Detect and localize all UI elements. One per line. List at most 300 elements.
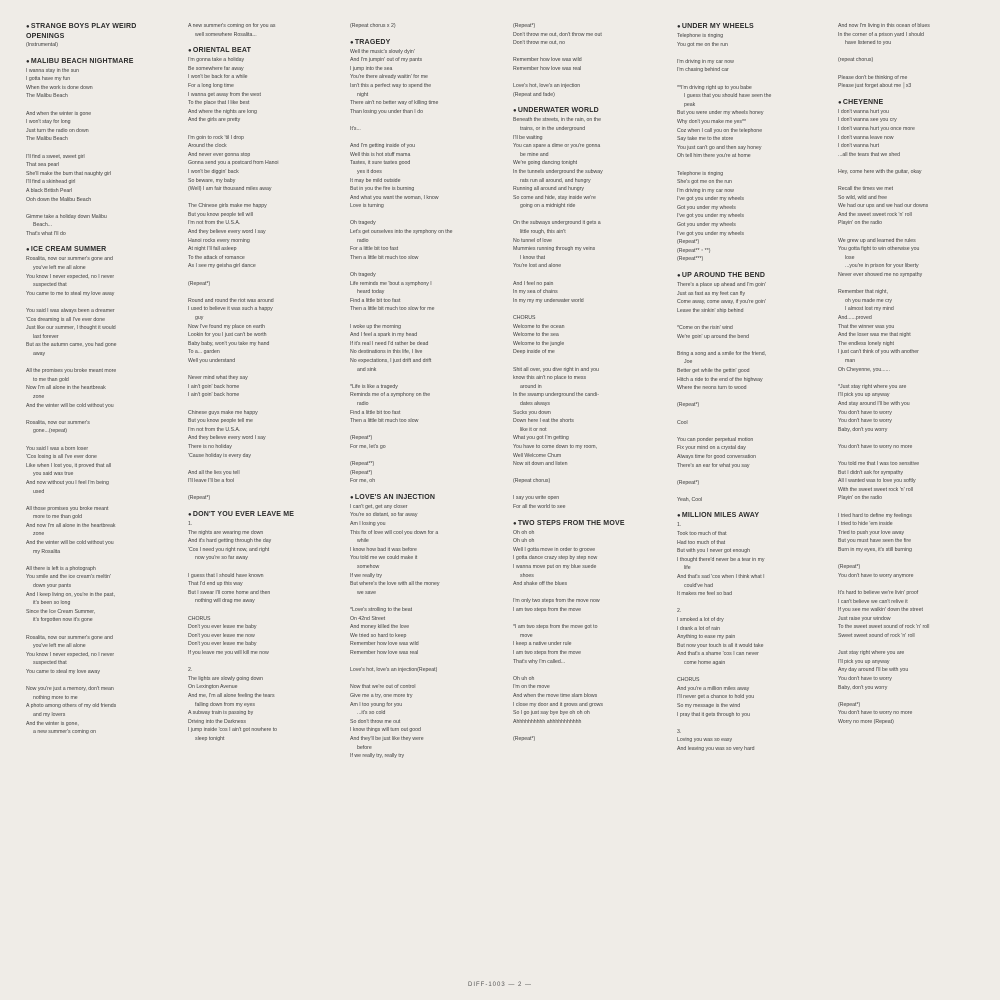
lyric-line: You came to steal my love away: [26, 668, 100, 675]
lyric-line: The lights are slowly going down: [188, 675, 263, 682]
lyric-line: And the girls are pretty: [188, 117, 241, 124]
lyric-line: 2.: [677, 608, 682, 615]
lyric-line: I don't wanna leave now: [838, 134, 894, 141]
lyric-line: I'll be waiting: [513, 134, 543, 141]
lyric-line: No destinations in this life, I live: [350, 349, 423, 356]
lyric-line: To the sweet sweet sound of rock 'n' roll: [838, 624, 930, 631]
lyric-line: Took too much of that: [677, 531, 727, 538]
lyric-line: You gotta fight to win otherwise you: [838, 246, 920, 253]
lyric-line: Now I've found my place on earth: [188, 323, 265, 330]
lyric-line: Oh Cheyenne, you......: [838, 366, 890, 373]
lyric-line: And they believe every word I say: [188, 435, 266, 442]
lyric-line: In the tunnels underground the subway: [513, 168, 603, 175]
lyric-line: Love is turning: [350, 203, 384, 210]
lyric-line: shoes: [520, 572, 534, 579]
lyric-line: [188, 366, 336, 375]
lyric-line: (Repeat*): [513, 23, 536, 29]
lyric-line: little rough, this ain't: [520, 229, 566, 236]
lyric-line: [513, 666, 663, 675]
lyric-line: 3.: [677, 728, 682, 735]
lyric-line: I'll find a skinhead girl: [26, 179, 76, 186]
lyric-line: Sweet sweet sound of rock 'n' roll: [838, 632, 915, 639]
lyric-line: When the work is done down: [26, 84, 93, 91]
lyric-line: and my lovers: [33, 711, 66, 718]
lyric-line: [350, 658, 500, 667]
lyric-line: *I am two steps from the move got to: [513, 624, 598, 631]
lyric-line: (Well) I am fair thousand miles away: [188, 186, 272, 193]
lyric-line: I can't get, get any closer: [350, 503, 408, 510]
lyric-line: [350, 597, 500, 606]
lyric-line: I used to believe it was such a happy: [188, 306, 273, 313]
lyric-line: But you must have seen the fire: [838, 538, 911, 545]
lyric-line: You know I never expected, no I never: [26, 651, 115, 658]
lyric-line: ...you're in prison for your liberty: [845, 263, 919, 270]
lyric-line: to me than gold: [33, 376, 69, 383]
lyric-line: I am two steps from the move: [513, 649, 582, 656]
lyric-line: Gimme take a holiday down Malibu: [26, 213, 107, 220]
lyric-line: You got me on the run: [677, 41, 728, 48]
lyric-line: more to me than gold: [33, 514, 83, 521]
lyric-line: [677, 161, 825, 170]
song-block: [513, 22, 663, 99]
lyric-line: it's been so long: [33, 600, 71, 607]
lyric-line: you've left me all alone: [33, 265, 86, 272]
lyric-line: Anything to ease my pain: [677, 634, 736, 641]
lyric-line: I keep a native under rule: [513, 641, 572, 648]
lyric-line: Find a little bit too fast: [350, 297, 401, 304]
lyric-line: Oh tragedy: [350, 272, 376, 279]
lyric-line: The Malibu Beach: [26, 93, 68, 100]
lyric-line: Remember how love was wild: [350, 641, 419, 648]
lyric-line: And I feel a spark in my head: [350, 332, 418, 339]
lyric-line: I won't be diggin' back: [188, 168, 239, 175]
lyric-line: my Rosalita: [33, 548, 61, 555]
lyric-line: At night I'll fall asleep: [188, 246, 237, 253]
lyric-line: (Repeat*): [838, 701, 861, 708]
lyric-line: For all the world to see: [513, 504, 566, 511]
lyric-line: [677, 49, 825, 58]
lyric-line: Running all around and hungry: [513, 186, 584, 193]
lyric-line: 1.: [188, 521, 193, 528]
lyric-line: [188, 288, 336, 297]
lyric-line: [513, 486, 663, 495]
lyric-line: I'm goin to rock 'til I drop: [188, 134, 244, 141]
lyric-line: And now I'm living in this ocean of blues: [838, 23, 930, 29]
lyric-line: [26, 496, 172, 505]
lyric-line: Any day around I'll be with you: [838, 667, 909, 674]
lyric-line: You're so distant, so far away: [350, 512, 418, 519]
lyric-line: What you got I'm getting: [513, 435, 569, 442]
lyric-line: Please just forget about me │x3: [838, 83, 912, 90]
lyric-line: [838, 580, 988, 589]
lyric-line: I just can't think of you with another: [838, 349, 919, 356]
lyric-line: The Malibu Beach: [26, 136, 68, 143]
lyric-line: And it's hard getting through the day: [188, 538, 272, 545]
lyric-line: Playin' on the radio: [838, 495, 882, 502]
lyric-line: And you're a million miles away: [677, 685, 750, 692]
lyric-line: (Repeat*): [513, 735, 536, 742]
lyric-line: There's a place up ahead and I'm goin': [677, 282, 766, 289]
lyric-line: Let's get ourselves into the symphony on the: [350, 229, 453, 236]
lyric-line: And the winter is gone,: [26, 720, 79, 727]
lyric-line: No tunnel of love: [513, 237, 552, 244]
lyric-line: For a little bit too fast: [350, 246, 399, 253]
lyric-line: I won't be back for a while: [188, 74, 248, 81]
lyric-line: Remember how love was real: [350, 649, 419, 656]
lyric-line: [26, 144, 172, 153]
lyric-line: nothing more to me: [33, 694, 78, 701]
lyric-line: Since the Ice Cream Summer,: [26, 608, 96, 615]
song-block: [838, 22, 988, 91]
lyric-line: Never ever showed me no sympathy: [838, 272, 923, 279]
song-block: [677, 271, 825, 504]
lyric-line: guy: [195, 315, 204, 321]
lyric-line: [838, 177, 988, 186]
lyric-line: CHORUS: [513, 315, 536, 321]
song-block: [838, 98, 988, 727]
lyric-line: Well Welcome Chum: [513, 452, 562, 459]
lyric-line: That sea pearl: [26, 162, 60, 169]
lyric-line: Well you understand: [188, 357, 236, 364]
lyric-line: We're goin' up around the bend: [677, 333, 749, 340]
lyric-line: [513, 726, 663, 735]
lyric-line: I smoked a lot of dry: [677, 617, 724, 623]
lyric-line: [26, 625, 172, 634]
lyric-line: [350, 211, 500, 220]
lyric-line: In the corner of a prison yard I should: [838, 31, 924, 38]
lyric-line: come home again: [684, 659, 726, 666]
lyric-line: You said I was always been a dreamer: [26, 308, 115, 315]
lyric-line: Welcome to the sea: [513, 332, 559, 339]
song-block: [26, 57, 172, 239]
lyric-line: [677, 487, 825, 496]
lyric-line: (Repeat**・**): [677, 247, 711, 254]
lyric-line: Don't throw me out, don't throw me out: [513, 31, 602, 38]
lyric-line: Yeah, Cool: [677, 496, 703, 503]
lyric-line: 1.: [677, 522, 682, 529]
lyric-line: ...it's so cold: [357, 710, 386, 717]
lyric-line: I pray that it gets through to you: [677, 711, 750, 718]
lyric-line: now you're so far away: [195, 555, 248, 562]
lyric-line: And all the lies you tell: [188, 469, 240, 476]
lyric-line: [188, 271, 336, 280]
lyric-line: around in: [520, 383, 542, 390]
lyric-line: [188, 486, 336, 495]
lyric-line: rats run all around, and hungry: [520, 177, 591, 184]
song-block: [350, 22, 500, 31]
lyric-line: That's why I'm called...: [513, 658, 566, 665]
lyric-line: For me, let's go: [350, 443, 386, 450]
lyric-line: I say you write open: [513, 495, 560, 502]
lyric-line: I don't wanna hurt you once more: [838, 125, 915, 132]
lyric-line: [26, 436, 172, 445]
lyric-line: *Life is like a tragedy: [350, 383, 398, 390]
song-block: [188, 22, 336, 39]
lyric-line: have listened to you: [845, 40, 892, 47]
lyric-line: I tried to hide 'em inside: [838, 521, 893, 528]
lyric-line: A new summer's coming on for you as: [188, 23, 276, 29]
lyric-line: [513, 469, 663, 478]
song-title: ● CHEYENNE: [838, 98, 988, 108]
lyric-line: heard today: [357, 289, 385, 296]
lyric-line: Rosalita, now our summer's gone and: [26, 256, 113, 263]
lyric-line: Cool: [677, 419, 688, 426]
lyric-line: nothing will drag me away: [195, 598, 255, 605]
lyric-line: I jump inside 'cos I ain't got nowhere to: [188, 727, 278, 734]
lyric-line: And they'll be just like they were: [350, 735, 424, 742]
lyric-line: Don't throw me out, no: [513, 40, 566, 47]
lyric-line: Just as fast as my feet can fly: [677, 290, 746, 297]
lyric-line: Come away, come away, if you're goin': [677, 299, 766, 306]
lyric-line: I wanna stay in the sun: [26, 67, 80, 74]
lyric-line: The endless lonely night: [838, 340, 894, 347]
lyric-line: while: [357, 538, 369, 545]
lyric-line: The nights are wearing me down: [188, 529, 264, 536]
lyric-line: I woke up the morning: [350, 323, 402, 330]
lyric-line: 'Cos I need you right now, and right: [188, 546, 270, 553]
lyric-line: Around the clock: [188, 143, 227, 150]
lyric-line: [677, 410, 825, 419]
lyric-line: Just stay right where you are: [838, 650, 905, 657]
lyric-line: All the promises you broke meant more: [26, 368, 117, 375]
lyric-line: You smile and the ice cream's meltin': [26, 574, 111, 581]
lyric-line: lose: [845, 254, 855, 261]
lyric-line: Worry no more (Repeat): [838, 718, 894, 725]
song-title: ● LOVE'S AN INJECTION: [350, 493, 500, 503]
lyric-line: If you leave me you will kill me now: [188, 649, 269, 656]
lyric-line: You can spare a dime or you're gonna: [513, 143, 601, 150]
lyric-line: And the winter will be cold without you: [26, 402, 114, 409]
lyric-line: There ain't no better way of killing time: [350, 100, 439, 107]
lyric-line: I can't believe we can't relive it: [838, 598, 908, 605]
lyric-line: [838, 503, 988, 512]
lyric-line: Gonna send you a postcard from Hanoi: [188, 160, 279, 167]
lyrics-column-1: [26, 22, 172, 744]
lyric-line: Lookin for you I just can't be worth: [188, 332, 267, 339]
lyric-line: This fix of love will cool you down for a: [350, 529, 439, 536]
lyric-line: I've got you under my wheels: [677, 230, 745, 237]
lyric-line: We're going dancing tonight: [513, 160, 578, 167]
lyric-line: oh you made me cry: [845, 297, 892, 304]
lyric-line: [513, 211, 663, 220]
lyric-line: Baby, don't you worry: [838, 426, 888, 433]
lyric-line: And when the move time slam blows: [513, 692, 598, 699]
lyric-line: ...all the tears that we shed: [838, 151, 900, 158]
lyric-line: So my message is the wind: [677, 702, 741, 709]
lyric-line: You're there already waitin' for me: [350, 74, 428, 81]
lyric-line: You don't have to worry: [838, 409, 892, 416]
lyric-line: [838, 555, 988, 564]
lyric-line: [188, 125, 336, 134]
lyric-line: And they believe every word I say: [188, 229, 266, 236]
lyric-line: And that's sad 'cos when I think what I: [677, 574, 765, 581]
lyric-line: And me, I'm all alone feeling the tears: [188, 692, 275, 699]
lyric-line: I'm on the move: [513, 684, 550, 691]
lyric-line: [513, 305, 663, 314]
lyric-line: Tried to push your love away: [838, 529, 905, 536]
lyric-line: A photo among others of my old friends: [26, 703, 117, 710]
lyric-line: If you see me walkin' down the street: [838, 607, 923, 614]
lyric-line: (Repeat*): [838, 564, 861, 571]
lyric-line: (Repeat*): [677, 402, 700, 409]
lyric-line: I wanna move put on my blue suede: [513, 564, 597, 571]
lyric-line: So come and hide, stay inside we're: [513, 194, 596, 201]
lyric-line: Beneath the streets, in the rain, on the: [513, 117, 601, 124]
lyric-line: Playin' on the radio: [838, 220, 882, 227]
lyric-line: [677, 393, 825, 402]
lyric-line: Coz when I call you on the telephone: [677, 127, 763, 134]
lyric-line: Now sit down and listen: [513, 461, 568, 468]
lyric-line: yes it does: [357, 168, 382, 175]
lyric-line: Hey, come here with the guitar, okay: [838, 168, 922, 175]
song-title: ● STRANGE BOYS PLAY WEIRD OPENINGS: [26, 22, 172, 41]
song-block: [350, 38, 500, 486]
lyric-line: There's an ear for what you say: [677, 462, 750, 469]
lyric-line: Oh uh oh: [513, 675, 535, 682]
lyric-line: Don't you ever leave me now: [188, 632, 255, 639]
lyric-line: 'Cos dreaming is all I've ever done: [26, 316, 105, 323]
lyric-line: Oh uh oh: [513, 538, 535, 545]
lyric-line: Ooh down the Malibu Beach: [26, 196, 92, 203]
lyric-line: [513, 357, 663, 366]
lyric-line: That the winner was you: [838, 323, 895, 330]
lyric-line: [677, 315, 825, 324]
lyric-line: You don't have to worry: [838, 675, 892, 682]
lyric-line: We tried so hard to keep: [350, 632, 407, 639]
lyric-line: As I see my geisha girl dance: [188, 263, 256, 270]
lyric-line: (Repeat*): [188, 280, 211, 287]
lyric-line: But now your touch is all it would take: [677, 642, 764, 649]
song-block: [677, 511, 825, 753]
lyric-line: I gotta have my fun: [26, 76, 71, 83]
lyric-line: Hitch a ride to the end of the highway: [677, 376, 763, 383]
lyric-line: [838, 228, 988, 237]
lyric-line: Bring a song and a smile for the friend,: [677, 350, 767, 357]
lyric-line: And where the nights are long: [188, 108, 257, 115]
lyric-line: On 42nd Street: [350, 615, 386, 622]
lyric-line: Baby baby, won't you take my hand: [188, 340, 270, 347]
lyric-line: And I'm jumpin' out of my pants: [350, 57, 423, 64]
song-title: ● TRAGEDY: [350, 38, 500, 48]
lyric-line: I don't wanna see you cry: [838, 117, 897, 124]
lyric-line: [838, 65, 988, 74]
lyric-line: Beach...: [33, 222, 53, 229]
lyric-line: I know that: [520, 254, 546, 261]
lyric-line: Remember that night,: [838, 289, 888, 296]
lyric-line: you've left me all alone: [33, 643, 86, 650]
lyric-line: I don't wanna hurt: [838, 143, 880, 150]
lyric-line: I don't wanna hurt you: [838, 108, 889, 115]
lyric-line: I'll leave I'll be a fool: [188, 478, 235, 485]
lyric-line: [513, 589, 663, 598]
lyric-line: But you know people tell me: [188, 418, 253, 425]
lyric-line: And the winter will be cold without you: [26, 540, 114, 547]
lyric-line: (Repeat**): [350, 461, 375, 468]
lyric-line: I'll pick you up anyway: [838, 392, 890, 399]
lyric-line: [26, 410, 172, 419]
lyric-line: 'Cos losing is all I've ever done: [26, 454, 97, 461]
lyric-line: going on a midnight ride: [520, 203, 576, 210]
lyric-line: Be somewhere far away: [188, 65, 244, 72]
lyric-line: I've got you under my wheels: [677, 196, 745, 203]
lyric-line: We grew up and learned the rules: [838, 237, 916, 244]
lyric-line: Telephone is ringing: [677, 33, 724, 39]
lyric-line: Don't you ever leave me baby: [188, 641, 257, 648]
lyric-line: So wild, wild and free: [838, 194, 888, 201]
lyric-line: But you know people tell will: [188, 211, 253, 218]
lyric-line: You just can't go and then say honey: [677, 144, 762, 151]
lyric-line: [26, 101, 172, 110]
lyric-line: We had our ups and we had our downs: [838, 203, 929, 210]
lyric-line: (Repeat chorus x 2): [350, 23, 396, 29]
lyric-line: Oh tragedy: [350, 220, 376, 227]
lyric-line: trains, or in the underground: [520, 125, 586, 132]
lyric-line: Find a little bit too fast: [350, 409, 401, 416]
lyric-line: In my sea of chains: [513, 289, 558, 296]
lyric-line: (Repeat chorus): [513, 478, 551, 485]
lyric-line: I'm gonna take a holiday: [188, 57, 245, 64]
lyric-line: Tastes, it sure tastes good: [350, 160, 411, 167]
lyric-line: Love's hot, love's an injection(Repeat): [350, 667, 438, 674]
lyric-line: Am I losing you: [350, 521, 386, 528]
lyric-line: move: [520, 632, 533, 639]
lyric-line: night: [357, 91, 369, 98]
lyric-line: Than losing you under than I do: [350, 108, 423, 115]
lyric-line: You came to me to steal my love away: [26, 290, 115, 297]
lyric-line: Remember how love was wild: [513, 57, 582, 64]
lyric-line: You can ponder perpetual motion: [677, 436, 754, 443]
lyrics-column-2: [188, 22, 336, 751]
lyric-line: You know I never expected, no I never: [26, 273, 115, 280]
lyric-line: But I swear I'll come home and then: [188, 589, 271, 596]
lyric-line: But with you I never got enough: [677, 548, 750, 555]
lyric-line: [677, 427, 825, 436]
lyric-line: I ain't goin' back home: [188, 383, 240, 390]
lyric-line: Life reminds me 'bout a symphony I: [350, 280, 432, 287]
lyric-line: [350, 262, 500, 271]
lyric-line: Don't you ever leave me baby: [188, 624, 257, 631]
lyric-line: [513, 48, 663, 57]
lyric-line: (Instrumental): [26, 42, 58, 48]
lyric-line: [350, 452, 500, 461]
lyric-line: well somewhere Rosalita...: [195, 31, 257, 38]
lyric-line: I guess that you should have seen the: [684, 93, 772, 100]
lyric-line: dates always: [520, 400, 550, 407]
lyric-line: Sucks you down: [513, 409, 551, 416]
lyric-line: Now that we're out of control: [350, 684, 416, 691]
lyric-line: And money killed the love: [350, 624, 410, 631]
lyric-line: She'll make the bum that naughty girl: [26, 170, 112, 177]
lyric-line: And I feel no pain: [513, 280, 554, 287]
lyric-line: Loving you was so easy: [677, 737, 733, 744]
lyric-line: I jump into the sea: [350, 65, 393, 72]
lyric-line: And leaving you was so very hard: [677, 745, 755, 752]
lyric-line: CHORUS: [188, 615, 211, 622]
lyric-line: [26, 298, 172, 307]
lyric-line: Oh oh oh: [513, 529, 535, 536]
lyric-line: *Just stay right where you are: [838, 383, 907, 390]
lyric-line: Please don't be thinking of me: [838, 74, 908, 81]
lyric-line: [838, 692, 988, 701]
song-title: ● ORIENTAL BEAT: [188, 46, 336, 56]
lyric-line: [677, 470, 825, 479]
song-title: ● TWO STEPS FROM THE MOVE: [513, 519, 663, 529]
lyric-line: Deep inside of me: [513, 349, 555, 356]
catalog-footer: DIFF-1003 — 2 —: [467, 982, 532, 988]
lyric-line: [350, 314, 500, 323]
lyric-line: A black British Pearl: [26, 187, 73, 194]
lyric-line: I'm only two steps from the move now: [513, 598, 600, 605]
